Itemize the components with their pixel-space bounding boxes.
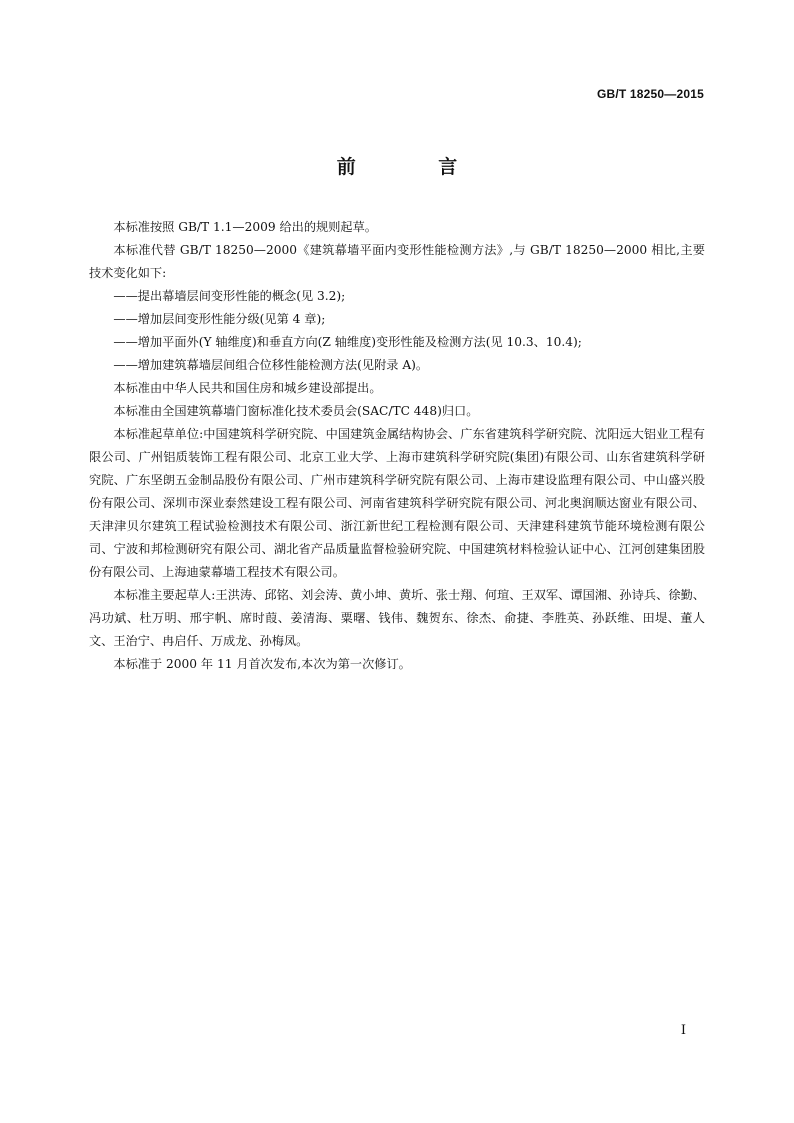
paragraph-under-jurisdiction: 本标准由全国建筑幕墙门窗标准化技术委员会(SAC/TC 448)归口。 [113, 404, 479, 418]
paragraph-proposed-by: 本标准由中华人民共和国住房和城乡建设部提出。 [113, 381, 382, 395]
change-item: ——提出幕墙层间变形性能的概念(见 3.2); [113, 289, 346, 303]
page-title: 前 言 [336, 156, 496, 178]
change-item: ——增加层间变形性能分级(见第 4 章); [113, 312, 326, 326]
change-item: ——增加平面外(Y 轴维度)和垂直方向(Z 轴维度)变形性能及检测方法(见 10.3、10.4); [113, 335, 582, 349]
paragraph-replacement: 本标准代替 GB/T 18250—2000《建筑幕墙平面内变形性能检测方法》,与 GB/T 18250—2000 相比,主要技术变化如下: [89, 243, 705, 280]
standard-code: GB/T 18250—2015 [596, 87, 704, 101]
change-item: ——增加建筑幕墙层间组合位移性能检测方法(见附录 A)。 [113, 358, 429, 372]
paragraph-drafters: 本标准主要起草人:王洪涛、邱铭、刘会涛、黄小坤、黄圻、张士翔、何瑄、王双军、谭国湘、孙诗兵、徐勤、冯功斌、杜万明、邢宇帆、席时葭、姜清海、粟曙、钱伟、魏贺东、徐杰、俞捷、李胜英、孙跃维、田堤、董人文、王治宁、冉启仟、万成龙、孙梅凤。 [89, 588, 705, 648]
foreword-body [89, 216, 705, 676]
paragraph-drafting-rules: 本标准按照 GB/T 1.1—2009 给出的规则起草。 [113, 220, 377, 234]
paragraph-release-history: 本标准于 2000 年 11 月首次发布,本次为第一次修订。 [113, 657, 411, 671]
page-number: I [680, 1023, 686, 1038]
paragraph-drafting-units: 本标准起草单位:中国建筑科学研究院、中国建筑金属结构协会、广东省建筑科学研究院、沈阳远大铝业工程有限公司、广州铝质装饰工程有限公司、北京工业大学、上海市建筑科学研究院(集团)有限公司、山东省建筑科学研究院、广东坚朗五金制品股份有限公司、广州市建筑科学研究院有限公司、上海市建设监理有限公司、中山盛兴股份有限公司、深圳市深业泰然建设工程有限公司、河南省建筑科学研究院有限公司、河北奥润顺达窗业有限公司、天津津贝尔建筑工程试验检测技术有限公司、浙江新世纪工程检测有限公司、天津建科建筑节能环境检测有限公司、宁波和邦检测研究有限公司、湖北省产品质量监督检验研究院、中国建筑材料检验认证中心、江河创建集团股份有限公司、上海迪蒙幕墙工程技术有限公司。 [89, 427, 705, 579]
